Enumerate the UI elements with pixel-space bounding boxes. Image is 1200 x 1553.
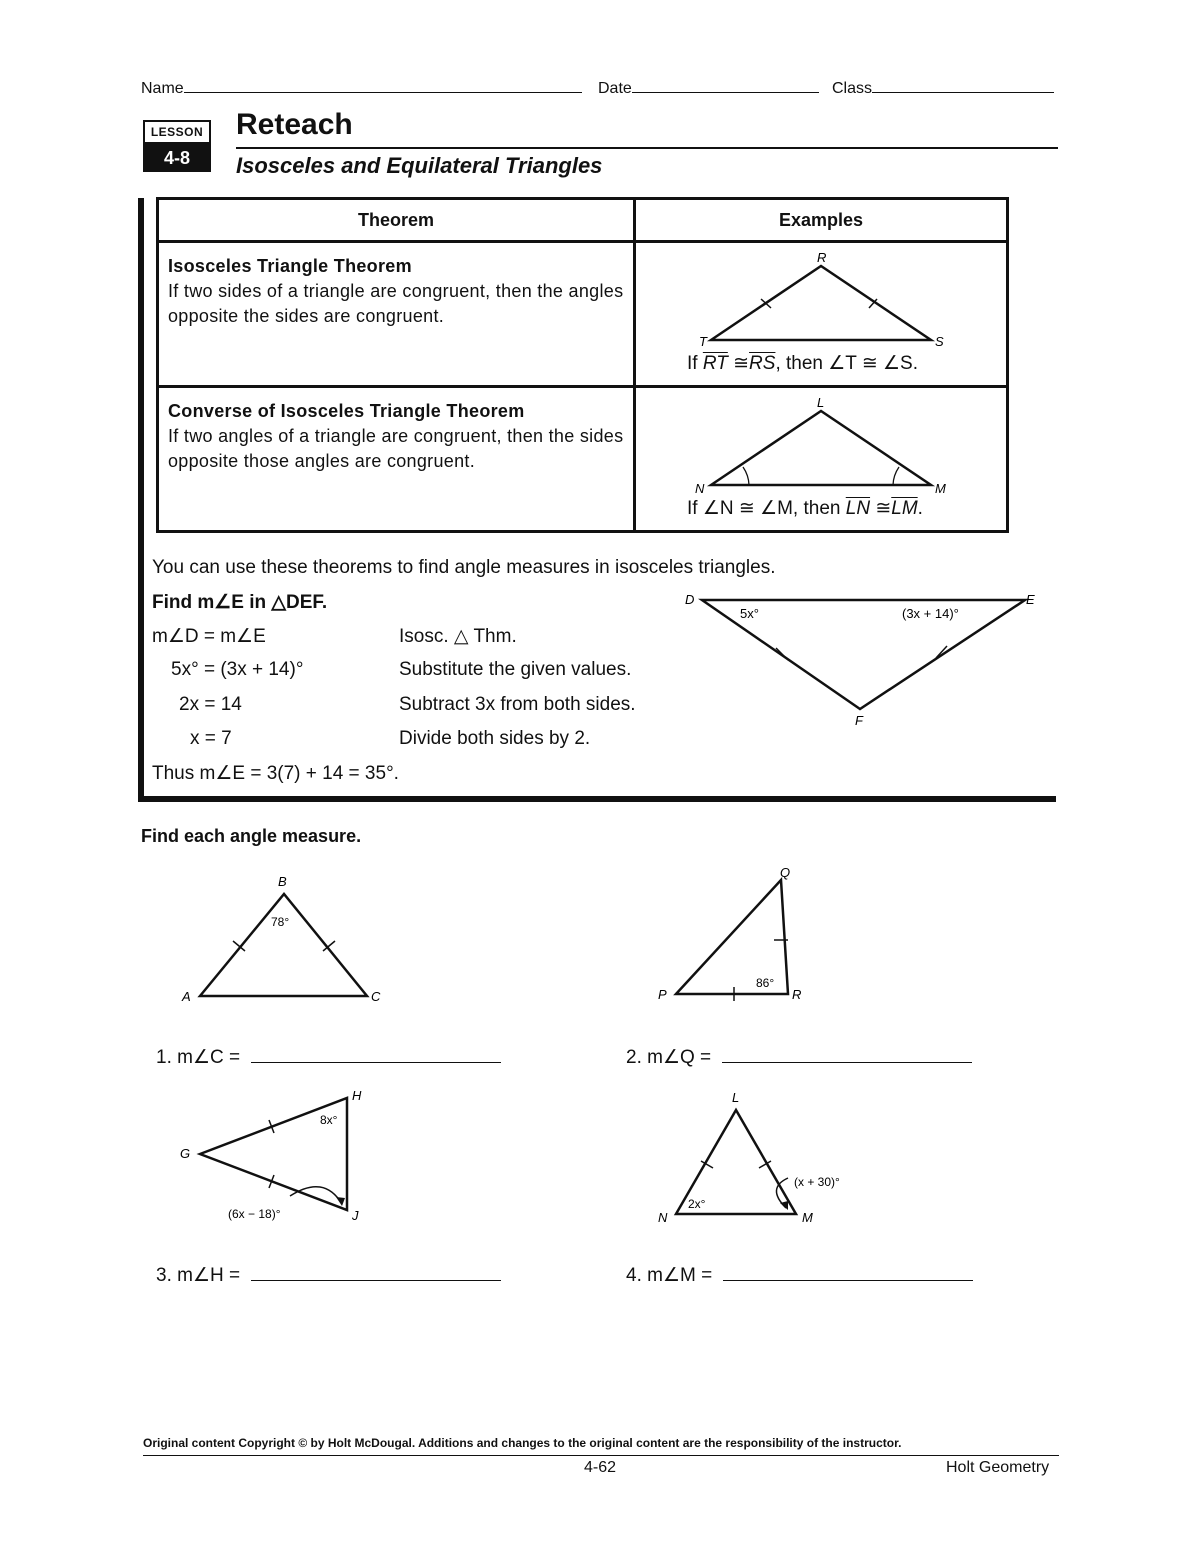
vertex-label-g: G xyxy=(180,1146,191,1161)
angle-label-e: (3x + 14)° xyxy=(902,606,959,621)
exercise-1-figure xyxy=(176,868,406,1013)
vertex-label-r: R xyxy=(792,987,802,1002)
step-reason: Substitute the given values. xyxy=(399,659,632,680)
theorem-column-header: Theorem xyxy=(158,199,635,242)
angle-arc-m xyxy=(893,467,899,485)
book-title: Holt Geometry xyxy=(946,1459,1050,1476)
exercise-number: 4. xyxy=(626,1265,642,1286)
table-row xyxy=(158,387,1008,532)
triangle-def-figure xyxy=(680,585,1060,730)
exercises-heading: Find each angle measure. xyxy=(141,826,362,846)
answer-blank[interactable] xyxy=(251,1048,501,1063)
page-subtitle: Isosceles and Equilateral Triangles xyxy=(236,153,603,178)
example-statement: If $\overline{RT}$ $≅\overline{RS}$, then ∠T ≅ ∠S. xyxy=(687,353,919,374)
step-reason: Divide both sides by 2. xyxy=(399,728,591,749)
table-row xyxy=(158,242,1008,387)
angle-label-h: 8x° xyxy=(320,1113,338,1127)
example-prompt: Find m∠E in △DEF. xyxy=(152,592,328,613)
vertex-label-l: L xyxy=(817,395,825,410)
segment-rt: $\overline{RT}$ xyxy=(702,353,728,374)
exercise-prompt: m∠C = xyxy=(177,1047,241,1068)
vertex-label-c: C xyxy=(371,989,381,1004)
angle-label-n: 2x° xyxy=(688,1197,706,1211)
example-conclusion: Thus m∠E = 3(7) + 14 = 35°. xyxy=(152,763,399,784)
exercise-prompt: m∠Q = xyxy=(647,1047,712,1068)
exercise-2-figure xyxy=(650,862,850,1012)
section-bracket-left xyxy=(138,198,144,802)
vertex-label-b: B xyxy=(278,874,287,889)
exercise-prompt: m∠H = xyxy=(177,1265,241,1286)
theorem-name: Converse of Isosceles Triangle Theorem xyxy=(168,401,525,421)
segment-rs: $\overline{RS}$ xyxy=(749,353,776,374)
example-statement: If ∠N ≅ ∠M, then $\overline{LN}$ $≅\overline{LM}$. xyxy=(687,498,923,519)
example-intro: You can use these theorems to find angle measures in isosceles triangles. xyxy=(152,557,776,578)
angle-label-r: 86° xyxy=(756,976,775,990)
segment-ln: $\overline{LN}$ xyxy=(845,498,871,519)
vertex-label-t: T xyxy=(699,334,707,349)
class-field[interactable] xyxy=(832,78,1054,98)
exercise-prompt: m∠M = xyxy=(647,1265,713,1286)
exercise-number: 1. xyxy=(156,1047,172,1068)
date-label: Date xyxy=(598,80,632,97)
answer-blank[interactable] xyxy=(723,1266,973,1281)
page-title: Reteach xyxy=(236,108,353,141)
theorem-text: If two angles of a triangle are congruent, then the sides opposite those angles are congruent. xyxy=(168,426,624,471)
vertex-label-p: P xyxy=(658,987,667,1002)
lesson-number: 4-8 xyxy=(143,144,211,172)
theorem-cell xyxy=(158,387,635,532)
footer-divider xyxy=(143,1455,1059,1456)
triangle-rts xyxy=(711,266,931,340)
triangle-abc xyxy=(200,894,367,996)
step-math: x = 7 xyxy=(190,728,232,749)
lesson-badge-label: LESSON xyxy=(143,120,211,144)
angle-arc-n xyxy=(743,467,749,485)
tick-mark-df xyxy=(776,648,788,660)
exercise-4-figure xyxy=(650,1084,880,1229)
vertex-label-a: A xyxy=(182,989,191,1004)
vertex-label-h: H xyxy=(352,1088,362,1103)
vertex-label-s: S xyxy=(935,334,944,349)
class-label: Class xyxy=(832,80,873,97)
exercise-number: 3. xyxy=(156,1265,172,1286)
theorem-text: If two sides of a triangle are congruent, then the angles opposite the sides are congruent. xyxy=(168,281,624,326)
vertex-label-d: D xyxy=(685,592,695,607)
answer-blank[interactable] xyxy=(722,1048,972,1063)
step-math: 2x = 14 xyxy=(179,694,242,715)
vertex-label-n: N xyxy=(658,1210,668,1225)
vertex-label-m: M xyxy=(935,481,946,496)
vertex-label-e: E xyxy=(1026,592,1035,607)
exercise-3-figure xyxy=(176,1082,376,1227)
page-number: 4-62 xyxy=(584,1459,617,1476)
theorem-table xyxy=(156,197,1009,533)
vertex-label-l: L xyxy=(732,1090,740,1105)
angle-label-m: (x + 30)° xyxy=(794,1175,840,1189)
vertex-label-q: Q xyxy=(780,865,791,880)
arrow-head xyxy=(336,1197,345,1206)
name-field[interactable] xyxy=(141,78,582,98)
title-divider xyxy=(236,147,1058,149)
vertex-label-n: N xyxy=(695,481,705,496)
exercise-2 xyxy=(626,1046,972,1069)
angle-label-j: (6x − 18)° xyxy=(228,1207,281,1221)
date-field[interactable] xyxy=(598,78,819,98)
section-bracket-bottom xyxy=(138,796,1056,802)
exercise-4 xyxy=(626,1264,973,1287)
theorem-cell xyxy=(158,242,635,387)
step-reason: Isosc. △ Thm. xyxy=(399,626,517,647)
exercise-number: 2. xyxy=(626,1047,642,1068)
example-cell xyxy=(635,242,1008,387)
exercise-3 xyxy=(156,1264,501,1287)
vertex-label-j: J xyxy=(352,1208,359,1223)
examples-column-header: Examples xyxy=(635,199,1008,242)
theorem-name: Isosceles Triangle Theorem xyxy=(168,256,412,276)
exercise-1 xyxy=(156,1046,501,1069)
vertex-label-m: M xyxy=(802,1210,813,1225)
step-math: 5x° = (3x + 14)° xyxy=(171,659,304,680)
angle-arrow-j xyxy=(290,1187,342,1204)
triangle-lnm xyxy=(711,411,931,485)
step-math: m∠D = m∠E xyxy=(152,626,266,647)
vertex-label-r: R xyxy=(817,250,827,265)
angle-label-b: 78° xyxy=(271,915,290,929)
example-cell xyxy=(635,387,1008,532)
segment-lm: $\overline{LM}$ xyxy=(891,498,918,519)
step-reason: Subtract 3x from both sides. xyxy=(399,694,636,715)
lesson-badge xyxy=(143,120,211,172)
angle-label-d: 5x° xyxy=(740,606,759,621)
vertex-label-f: F xyxy=(855,713,863,728)
name-label: Name xyxy=(141,80,184,97)
answer-blank[interactable] xyxy=(251,1266,501,1281)
copyright-notice: Original content Copyright © by Holt McDougal. Additions and changes to the original content are the responsibility of the instructor. xyxy=(143,1436,902,1450)
